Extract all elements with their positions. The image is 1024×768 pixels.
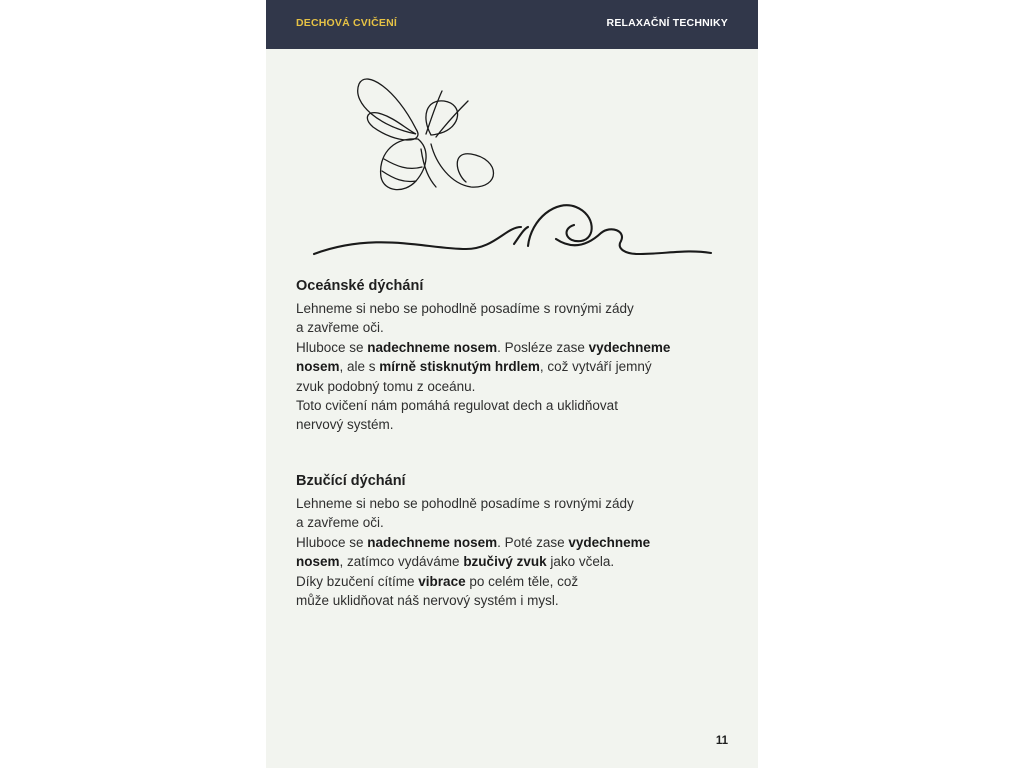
section-heading: Bzučící dýchání xyxy=(296,473,406,489)
text-run: , zatímco vydáváme xyxy=(339,554,464,570)
text-run: , ale s xyxy=(339,359,380,375)
section-heading: Oceánské dýchání xyxy=(296,278,424,294)
document-page xyxy=(266,0,758,768)
text-run: a zavřeme oči. xyxy=(296,515,384,531)
section-body xyxy=(296,299,736,435)
bold-text: bzučivý zvuk xyxy=(463,554,547,570)
bold-text: vibrace xyxy=(418,573,466,589)
section-ocean-breathing xyxy=(296,278,736,435)
page-number: 11 xyxy=(715,735,728,747)
text-run: Hluboce se xyxy=(296,339,368,355)
text-run: Hluboce se xyxy=(296,534,368,550)
text-run: . Posléze zase xyxy=(497,339,589,355)
text-run: zvuk podobný tomu z oceánu. xyxy=(296,378,476,394)
text-run: Díky bzučení cítíme xyxy=(296,573,419,589)
text-run: a zavřeme oči. xyxy=(296,320,384,336)
section-humming-breathing xyxy=(296,473,736,610)
text-run: jako včela. xyxy=(546,554,615,570)
bold-text: nadechneme nosem xyxy=(367,339,498,355)
bold-text: mírně stisknutým hrdlem xyxy=(379,359,540,375)
text-run: může uklidňovat náš nervový systém i mysl. xyxy=(296,593,559,609)
illustration xyxy=(266,49,758,274)
section-title: RELAXAČNÍ TECHNIKY xyxy=(606,17,728,29)
chapter-title: DECHOVÁ CVIČENÍ xyxy=(296,17,398,29)
bold-text: vydechneme xyxy=(588,339,671,355)
section-body xyxy=(296,494,736,610)
text-run: Toto cvičení nám pomáhá regulovat dech a uklidňovat xyxy=(296,398,618,414)
page-header xyxy=(266,0,758,49)
text-run: . Poté zase xyxy=(497,534,569,550)
ocean-wave-line-drawing-icon xyxy=(314,205,711,254)
bold-text: nosem xyxy=(296,554,340,570)
bold-text: vydechneme xyxy=(568,534,651,550)
text-run: , což vytváří jemný xyxy=(539,359,652,375)
text-run: Lehneme si nebo se pohodlně posadíme s rovnými zády xyxy=(296,496,634,511)
bee-line-drawing-icon xyxy=(358,79,494,190)
text-run: Lehneme si nebo se pohodlně posadíme s rovnými zády xyxy=(296,301,634,316)
bold-text: nosem xyxy=(296,359,340,375)
bold-text: nadechneme nosem xyxy=(367,534,498,550)
text-run: nervový systém. xyxy=(296,417,394,433)
text-run: po celém těle, což xyxy=(465,573,579,589)
